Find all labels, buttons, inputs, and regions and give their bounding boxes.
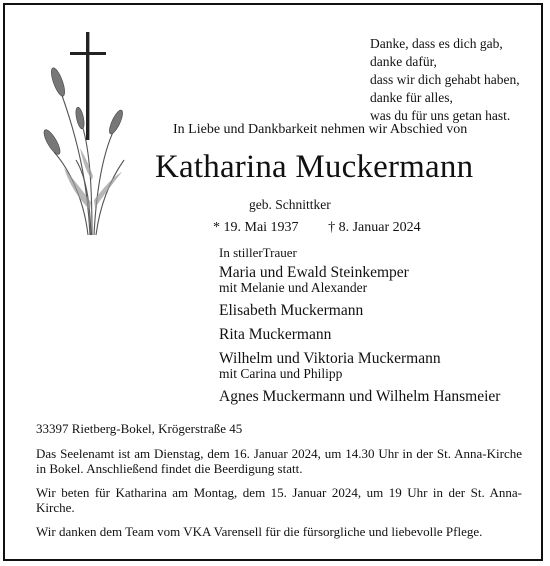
mourners-list (219, 245, 539, 412)
poem-line: danke dafür, (370, 54, 437, 69)
service-paragraph: Das Seelenamt ist am Dienstag, dem 16. Januar 2024, um 14.30 Uhr in der St. Anna-Kirche in Bokel. Anschließend findet die Beerdigung statt. (36, 445, 522, 476)
mourner-main: Elisabeth Muckermann (219, 302, 364, 319)
mourner-main: Agnes Muckermann und Wilhelm Hansmeier (219, 388, 501, 405)
mourner-main: Wilhelm und Viktoria Muckermann (219, 350, 441, 367)
service-details (36, 421, 522, 547)
obituary-card (3, 3, 543, 561)
mourners-label: In stillerTrauer (219, 245, 297, 260)
mourner-group (219, 388, 539, 405)
mourner-group (219, 350, 539, 381)
wheat-ears-icon (41, 66, 125, 156)
poem-line: danke für alles, (370, 90, 453, 105)
mourner-sub: mit Melanie und Alexander (219, 280, 368, 295)
wheat-leaves-icon (64, 148, 122, 210)
mourner-group (219, 302, 539, 319)
mourner-sub: mit Carina und Philipp (219, 366, 343, 381)
mourner-group (219, 326, 539, 343)
deceased-name: Katharina Muckermann (155, 149, 474, 185)
intro-text: In Liebe und Dankbarkeit nehmen wir Abschied von (173, 122, 468, 137)
poem-line: was du für uns getan hast. (370, 108, 511, 123)
mourner-group (219, 264, 539, 295)
cross-icon (70, 32, 106, 140)
birth-date: * 19. Mai 1937 (213, 220, 299, 235)
poem-line: Danke, dass es dich gab, (370, 36, 503, 51)
poem-line: dass wir dich gehabt haben, (370, 72, 520, 87)
death-date: † 8. Januar 2024 (328, 220, 421, 235)
life-dates (213, 220, 421, 236)
cross-with-wheat-icon (30, 30, 130, 240)
birth-name: geb. Schnittker (249, 197, 331, 212)
address: 33397 Rietberg-Bokel, Krögerstraße 45 (36, 421, 243, 436)
poem (370, 35, 520, 125)
mourner-main: Maria und Ewald Steinkemper (219, 264, 409, 281)
prayer-paragraph: Wir beten für Katharina am Montag, dem 15. Januar 2024, um 19 Uhr in der St. Anna-Kirche. (36, 484, 522, 515)
thanks-paragraph: Wir danken dem Team vom VKA Varensell für die fürsorgliche und liebevolle Pflege. (36, 523, 483, 539)
mourner-main: Rita Muckermann (219, 326, 332, 343)
